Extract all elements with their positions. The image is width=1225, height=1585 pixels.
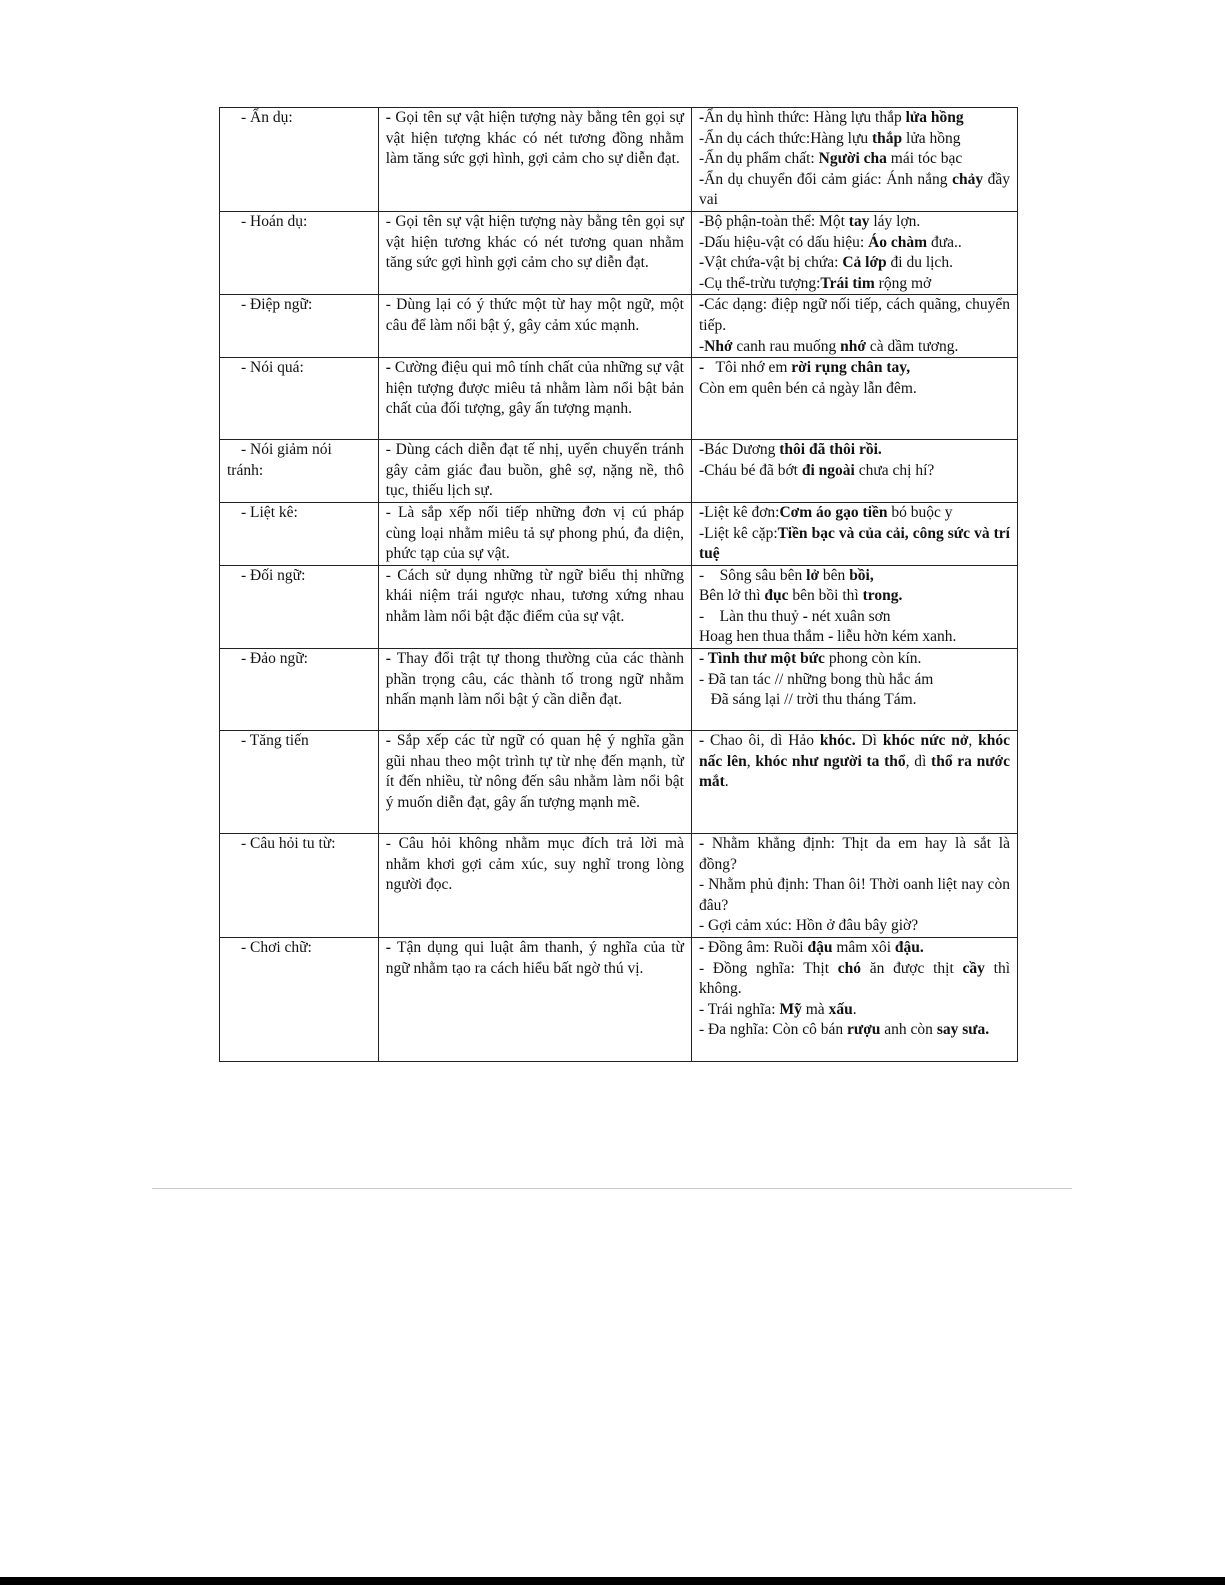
example-text: Người cha bbox=[818, 150, 887, 168]
example-cell bbox=[691, 938, 1017, 1062]
example-text: đục bbox=[764, 587, 789, 605]
example-text: Chao ôi, dì Hảo bbox=[709, 732, 820, 750]
definition-cell bbox=[378, 938, 691, 1062]
device-term: - Nói quá: bbox=[241, 359, 304, 377]
example-text: - Nhằm phủ định: Than ôi! Thời oanh liệt nay còn đâu? bbox=[698, 876, 1014, 914]
example-line bbox=[698, 731, 1014, 793]
example-text: cà dầm tương. bbox=[865, 337, 959, 355]
example-line bbox=[699, 670, 1010, 691]
example-text: . bbox=[852, 1000, 857, 1018]
example-line bbox=[699, 916, 1010, 937]
example-text: mâm xôi bbox=[832, 939, 895, 957]
example-text: - Trái nghĩa: bbox=[698, 1000, 780, 1018]
example-line bbox=[699, 212, 1010, 233]
definition-text: - Gọi tên sự vật hiện tượng này bằng tên gọi sự vật hiện tương khác có nét tương quan nhằm tăng sức gợi hình gợi cảm cho sự diễn đạt. bbox=[385, 212, 684, 272]
definition-text: - Dùng cách diễn đạt tế nhị, uyển chuyển tránh gây cảm giác đau buồn, ghê sợ, nặng nề, thô tục, thiếu lịch sự. bbox=[385, 441, 684, 500]
example-text: rời rụng chân tay, bbox=[791, 359, 911, 377]
example-cell bbox=[691, 211, 1017, 294]
definition-text: - bbox=[385, 650, 397, 668]
example-text: - bbox=[698, 939, 708, 957]
example-text: Bác Dương bbox=[704, 441, 780, 459]
example-text: rượu bbox=[847, 1021, 881, 1039]
example-text: -Liệt kê cặp: bbox=[698, 524, 778, 542]
example-text: - bbox=[698, 503, 705, 521]
table-row bbox=[220, 565, 1018, 648]
example-text: Dì bbox=[855, 732, 883, 750]
definition-text: Tận dụng qui luật âm thanh, ý nghĩa của từ ngữ nhằm tạo ra cách hiểu bất ngờ thú vị. bbox=[385, 939, 684, 977]
example-text: - bbox=[698, 254, 705, 272]
example-text: - bbox=[828, 628, 834, 646]
table-row bbox=[220, 358, 1018, 440]
table-row bbox=[220, 938, 1018, 1062]
example-text: Còn em quên bén cả ngày lẫn đêm. bbox=[698, 379, 917, 397]
definition-text: - Dùng lại có ý thức một từ hay một ngữ, một câu để làm nổi bật ý, gây cảm xúc mạnh. bbox=[385, 296, 684, 334]
example-line bbox=[699, 649, 1010, 670]
example-text: anh còn bbox=[880, 1021, 937, 1039]
example-text: trong. bbox=[862, 587, 903, 605]
definition-text: Cường điệu qui mô tính chất của những sự vật hiện tượng được miêu tả nhằm làm nổi bật bản chất của đối tượng, gây ấn tượng mạnh. bbox=[385, 359, 684, 418]
example-text: , bbox=[968, 732, 979, 750]
definition-cell bbox=[378, 440, 691, 503]
example-text: Cả lớp bbox=[842, 254, 887, 272]
definition-cell bbox=[378, 295, 691, 358]
device-term: - Đảo ngữ: bbox=[241, 650, 308, 668]
example-text: lửa hồng bbox=[905, 109, 964, 126]
example-line bbox=[699, 938, 1010, 959]
example-text: bồi, bbox=[849, 566, 874, 584]
example-line bbox=[699, 1000, 1010, 1021]
example-text: - bbox=[802, 607, 808, 625]
term-cell bbox=[220, 295, 379, 358]
example-text: vật bị chứa: bbox=[765, 254, 843, 272]
example-text: say sưa. bbox=[936, 1021, 990, 1039]
example-text: chó bbox=[837, 959, 862, 977]
example-text: mà bbox=[801, 1000, 829, 1018]
page-divider bbox=[152, 1188, 1072, 1189]
example-text: láy lợn. bbox=[869, 212, 921, 230]
example-text: - Sông sâu bên bbox=[698, 566, 807, 584]
example-text: cầy bbox=[962, 959, 985, 977]
device-term: - Chơi chữ: bbox=[241, 939, 312, 957]
example-line bbox=[699, 108, 1010, 129]
example-text: Tôi nhớ em bbox=[704, 359, 792, 377]
example-line bbox=[698, 170, 1014, 211]
example-text: đi du lịch. bbox=[886, 254, 953, 272]
example-cell bbox=[691, 358, 1017, 440]
definition-text: - bbox=[385, 732, 397, 750]
example-text: - Tình thư một bức bbox=[698, 650, 825, 668]
example-text: bên bồi thì bbox=[788, 587, 863, 605]
table-row bbox=[220, 731, 1018, 834]
example-text: xấu bbox=[828, 1000, 853, 1018]
example-text: -Ẩn dụ cách thức:Hàng lựu bbox=[698, 129, 872, 147]
term-cell bbox=[220, 108, 379, 212]
definition-cell bbox=[378, 834, 691, 938]
example-line bbox=[699, 149, 1010, 170]
table-row bbox=[220, 649, 1018, 731]
definition-cell bbox=[378, 649, 691, 731]
definition-text: - Câu hỏi không nhằm mục đích trả lời mà nhằm khơi gợi cảm xúc, suy nghĩ trong lòng người đọc. bbox=[385, 835, 684, 894]
example-text: thổ ra nước mắt bbox=[698, 752, 1014, 791]
example-line bbox=[699, 690, 1010, 711]
example-line bbox=[699, 566, 1010, 587]
example-text: - bbox=[698, 732, 710, 750]
example-text: Tiền bạc và của cải, công sức và trí tuệ bbox=[698, 524, 1014, 563]
definition-cell bbox=[378, 565, 691, 648]
example-text: - Đã tan tác // những bong thù hắc ám bbox=[698, 670, 934, 688]
example-text: đưa.. bbox=[927, 233, 962, 251]
device-term: - Điệp ngữ: bbox=[241, 296, 313, 314]
example-line bbox=[699, 1020, 1010, 1041]
example-text: Đồng âm: Ruồi bbox=[708, 939, 808, 957]
table-row bbox=[220, 211, 1018, 294]
example-text: - bbox=[698, 296, 705, 314]
definition-text: Sắp xếp các từ ngữ có quan hệ ý nghĩa gần gũi nhau theo một trình tự từ nhẹ đến mạnh, từ ít đến nhiều, từ nông đến sâu nhằm làm nổi bật ý muốn diễn đạt, gây ấn tượng mạnh mẽ. bbox=[385, 732, 684, 811]
example-text: đầy vai bbox=[698, 170, 1014, 209]
definition-text: Gọi tên sự vật hiện tượng này bằng tên gọi sự vật hiện tượng khác có nét tương đồng nhằm làm tăng sức gợi hình, gợi cảm cho sự diễn đạt. bbox=[385, 109, 684, 168]
example-text: - bbox=[698, 461, 705, 479]
term-cell bbox=[220, 358, 379, 440]
term-cell bbox=[220, 440, 379, 503]
example-text: rộng mở bbox=[874, 274, 932, 292]
example-text: Mỹ bbox=[779, 1000, 802, 1018]
example-text: chưa chị hí? bbox=[854, 461, 935, 479]
example-line bbox=[698, 959, 1014, 1000]
example-text: Áo chàm bbox=[868, 233, 928, 251]
table-row bbox=[220, 295, 1018, 358]
example-line bbox=[699, 253, 1010, 274]
device-term: - Đối ngữ: bbox=[241, 566, 306, 584]
example-line bbox=[699, 627, 1010, 648]
example-text: -Cụ thể-trừu tượng: bbox=[698, 274, 821, 292]
example-line bbox=[699, 274, 1010, 295]
example-text: chảy bbox=[952, 170, 984, 188]
definition-cell bbox=[378, 502, 691, 565]
term-cell bbox=[220, 731, 379, 834]
definition-cell bbox=[378, 211, 691, 294]
example-text: Bên lở thì bbox=[698, 587, 765, 605]
example-text: -Dấu hiệu-vật có dấu hiệu: bbox=[698, 233, 869, 251]
example-text: phong còn kín. bbox=[824, 650, 922, 668]
definition-text: - bbox=[385, 359, 395, 377]
example-text: lở bbox=[806, 566, 820, 584]
example-text: Ẩn dụ chuyển đổi cảm giác: Ánh nắng bbox=[704, 170, 953, 188]
example-text: thắp bbox=[872, 129, 903, 147]
example-text: - bbox=[698, 359, 705, 377]
definition-cell bbox=[378, 108, 691, 212]
example-cell bbox=[691, 108, 1017, 212]
example-line bbox=[699, 586, 1010, 607]
example-text: - Đồng nghĩa: Thịt bbox=[698, 959, 838, 977]
table-row bbox=[220, 440, 1018, 503]
definition-cell bbox=[378, 358, 691, 440]
example-text: đậu. bbox=[894, 939, 924, 957]
table-row bbox=[220, 834, 1018, 938]
example-text: - Đa nghĩa: Còn cô bán bbox=[698, 1021, 848, 1039]
example-text: khóc. bbox=[819, 732, 856, 750]
example-text: đi ngoài bbox=[801, 461, 855, 479]
example-text: -Ẩn dụ phẩm chất: bbox=[698, 150, 819, 168]
example-text: bên bbox=[819, 566, 850, 584]
example-text: nhớ bbox=[840, 337, 866, 355]
example-text: Ẩn dụ hình thức: Hàng lựu thắp bbox=[704, 109, 906, 126]
definition-text: Thay đổi trật tự thong thường của các thành phần trọng câu, các thành tố trong ngữ nhằm nhấn mạnh làm nổi bật ý cần diễn đạt. bbox=[385, 650, 684, 709]
example-text: Đã sáng lại // trời thu tháng Tám. bbox=[698, 691, 917, 709]
example-text: - bbox=[698, 337, 705, 355]
example-text: khóc như người ta thổ bbox=[755, 752, 906, 770]
example-text: Hoag hen thua thắm bbox=[698, 628, 829, 646]
example-cell bbox=[691, 649, 1017, 731]
example-cell bbox=[691, 295, 1017, 358]
table-row bbox=[220, 502, 1018, 565]
example-text: - bbox=[698, 109, 705, 126]
rhetoric-table-body bbox=[220, 108, 1018, 1062]
example-text: ăn được thịt bbox=[861, 959, 963, 977]
example-cell bbox=[691, 731, 1017, 834]
device-term: - Hoán dụ: bbox=[241, 212, 308, 230]
example-text: khóc nức nở bbox=[882, 732, 969, 750]
example-line bbox=[699, 233, 1010, 254]
example-text: nét xuân sơn bbox=[807, 607, 891, 625]
example-text: đậu bbox=[807, 939, 833, 957]
example-line bbox=[699, 440, 1010, 461]
example-text: - bbox=[698, 441, 705, 459]
example-text: Trái tim bbox=[820, 274, 875, 292]
term-cell bbox=[220, 938, 379, 1062]
example-text: , bbox=[746, 752, 756, 770]
example-text: Cháu bé đã bớt bbox=[704, 461, 802, 479]
example-text: Liệt kê đơn: bbox=[704, 503, 780, 521]
example-line bbox=[699, 461, 1010, 482]
example-cell bbox=[691, 834, 1017, 938]
example-line bbox=[698, 295, 1014, 336]
example-text: khóc nấc lên bbox=[698, 732, 1014, 770]
example-text: Cơm áo gạo tiền bbox=[779, 503, 888, 521]
term-cell bbox=[220, 649, 379, 731]
example-text: Nhằm khẳng định: Thịt da em hay là sắt là đồng? bbox=[698, 835, 1014, 873]
definition-text: - Là sắp xếp nối tiếp những đơn vị cú pháp cùng loại nhằm miêu tả sự phong phú, đa diện, phức tạp của sự vật. bbox=[385, 503, 684, 563]
example-text: Nhớ bbox=[704, 337, 733, 355]
example-text: , dì bbox=[905, 752, 932, 770]
example-text: - Làn thu thuỷ bbox=[698, 607, 803, 625]
example-text: thì không. bbox=[698, 959, 1014, 998]
example-text: Các dạng: điệp ngữ nối tiếp, cách quãng, chuyển tiếp. bbox=[698, 296, 1014, 334]
example-line bbox=[698, 524, 1014, 565]
example-line bbox=[699, 503, 1010, 524]
example-line bbox=[699, 358, 1010, 379]
example-text: . bbox=[724, 773, 729, 791]
example-line bbox=[699, 129, 1010, 150]
device-term: - Nói giảm nói tránh: bbox=[227, 441, 332, 479]
example-text: lửa hồng bbox=[902, 129, 961, 147]
example-cell bbox=[691, 502, 1017, 565]
term-cell bbox=[220, 834, 379, 938]
definition-text: - Cách sử dụng những từ ngữ biểu thị những khái niệm trái ngược nhau, tương xứng nhau nhằm làm nổi bật đặc điểm của sự vật. bbox=[385, 566, 684, 625]
example-line bbox=[699, 337, 1010, 358]
device-term: - Câu hỏi tu từ: bbox=[241, 835, 336, 853]
definition-text: - bbox=[385, 939, 398, 957]
example-text: - bbox=[760, 254, 766, 272]
rhetoric-table bbox=[219, 107, 1018, 1062]
example-line bbox=[698, 834, 1014, 875]
example-cell bbox=[691, 565, 1017, 648]
example-line bbox=[698, 875, 1014, 916]
example-text: mái tóc bạc bbox=[886, 150, 963, 168]
device-term: - Tăng tiến bbox=[241, 732, 309, 750]
example-text: - bbox=[698, 170, 705, 188]
device-term: - Ẩn dụ: bbox=[241, 109, 293, 126]
device-term: - Liệt kê: bbox=[241, 503, 298, 521]
example-text: Vật chứa bbox=[704, 254, 761, 272]
definition-text: - bbox=[385, 109, 396, 126]
example-text: bó buộc y bbox=[887, 503, 953, 521]
term-cell bbox=[220, 565, 379, 648]
example-text: tay bbox=[848, 212, 870, 230]
example-text: - bbox=[698, 835, 712, 853]
table-row bbox=[220, 108, 1018, 212]
example-line bbox=[699, 379, 1010, 400]
example-text: - Gợi cảm xúc: Hồn ở đâu bây giờ? bbox=[698, 917, 919, 935]
example-text: thôi đã thôi rồi. bbox=[779, 441, 882, 459]
definition-cell bbox=[378, 731, 691, 834]
example-text: Bộ phận-toàn thể: Một bbox=[704, 212, 849, 230]
example-text: canh rau muống bbox=[732, 337, 841, 355]
example-text: - bbox=[698, 212, 705, 230]
example-cell bbox=[691, 440, 1017, 503]
example-text: liễu hờn kém xanh. bbox=[833, 628, 957, 646]
bottom-edge-bar bbox=[0, 1577, 1225, 1585]
example-line bbox=[699, 607, 1010, 628]
term-cell bbox=[220, 502, 379, 565]
term-cell bbox=[220, 211, 379, 294]
